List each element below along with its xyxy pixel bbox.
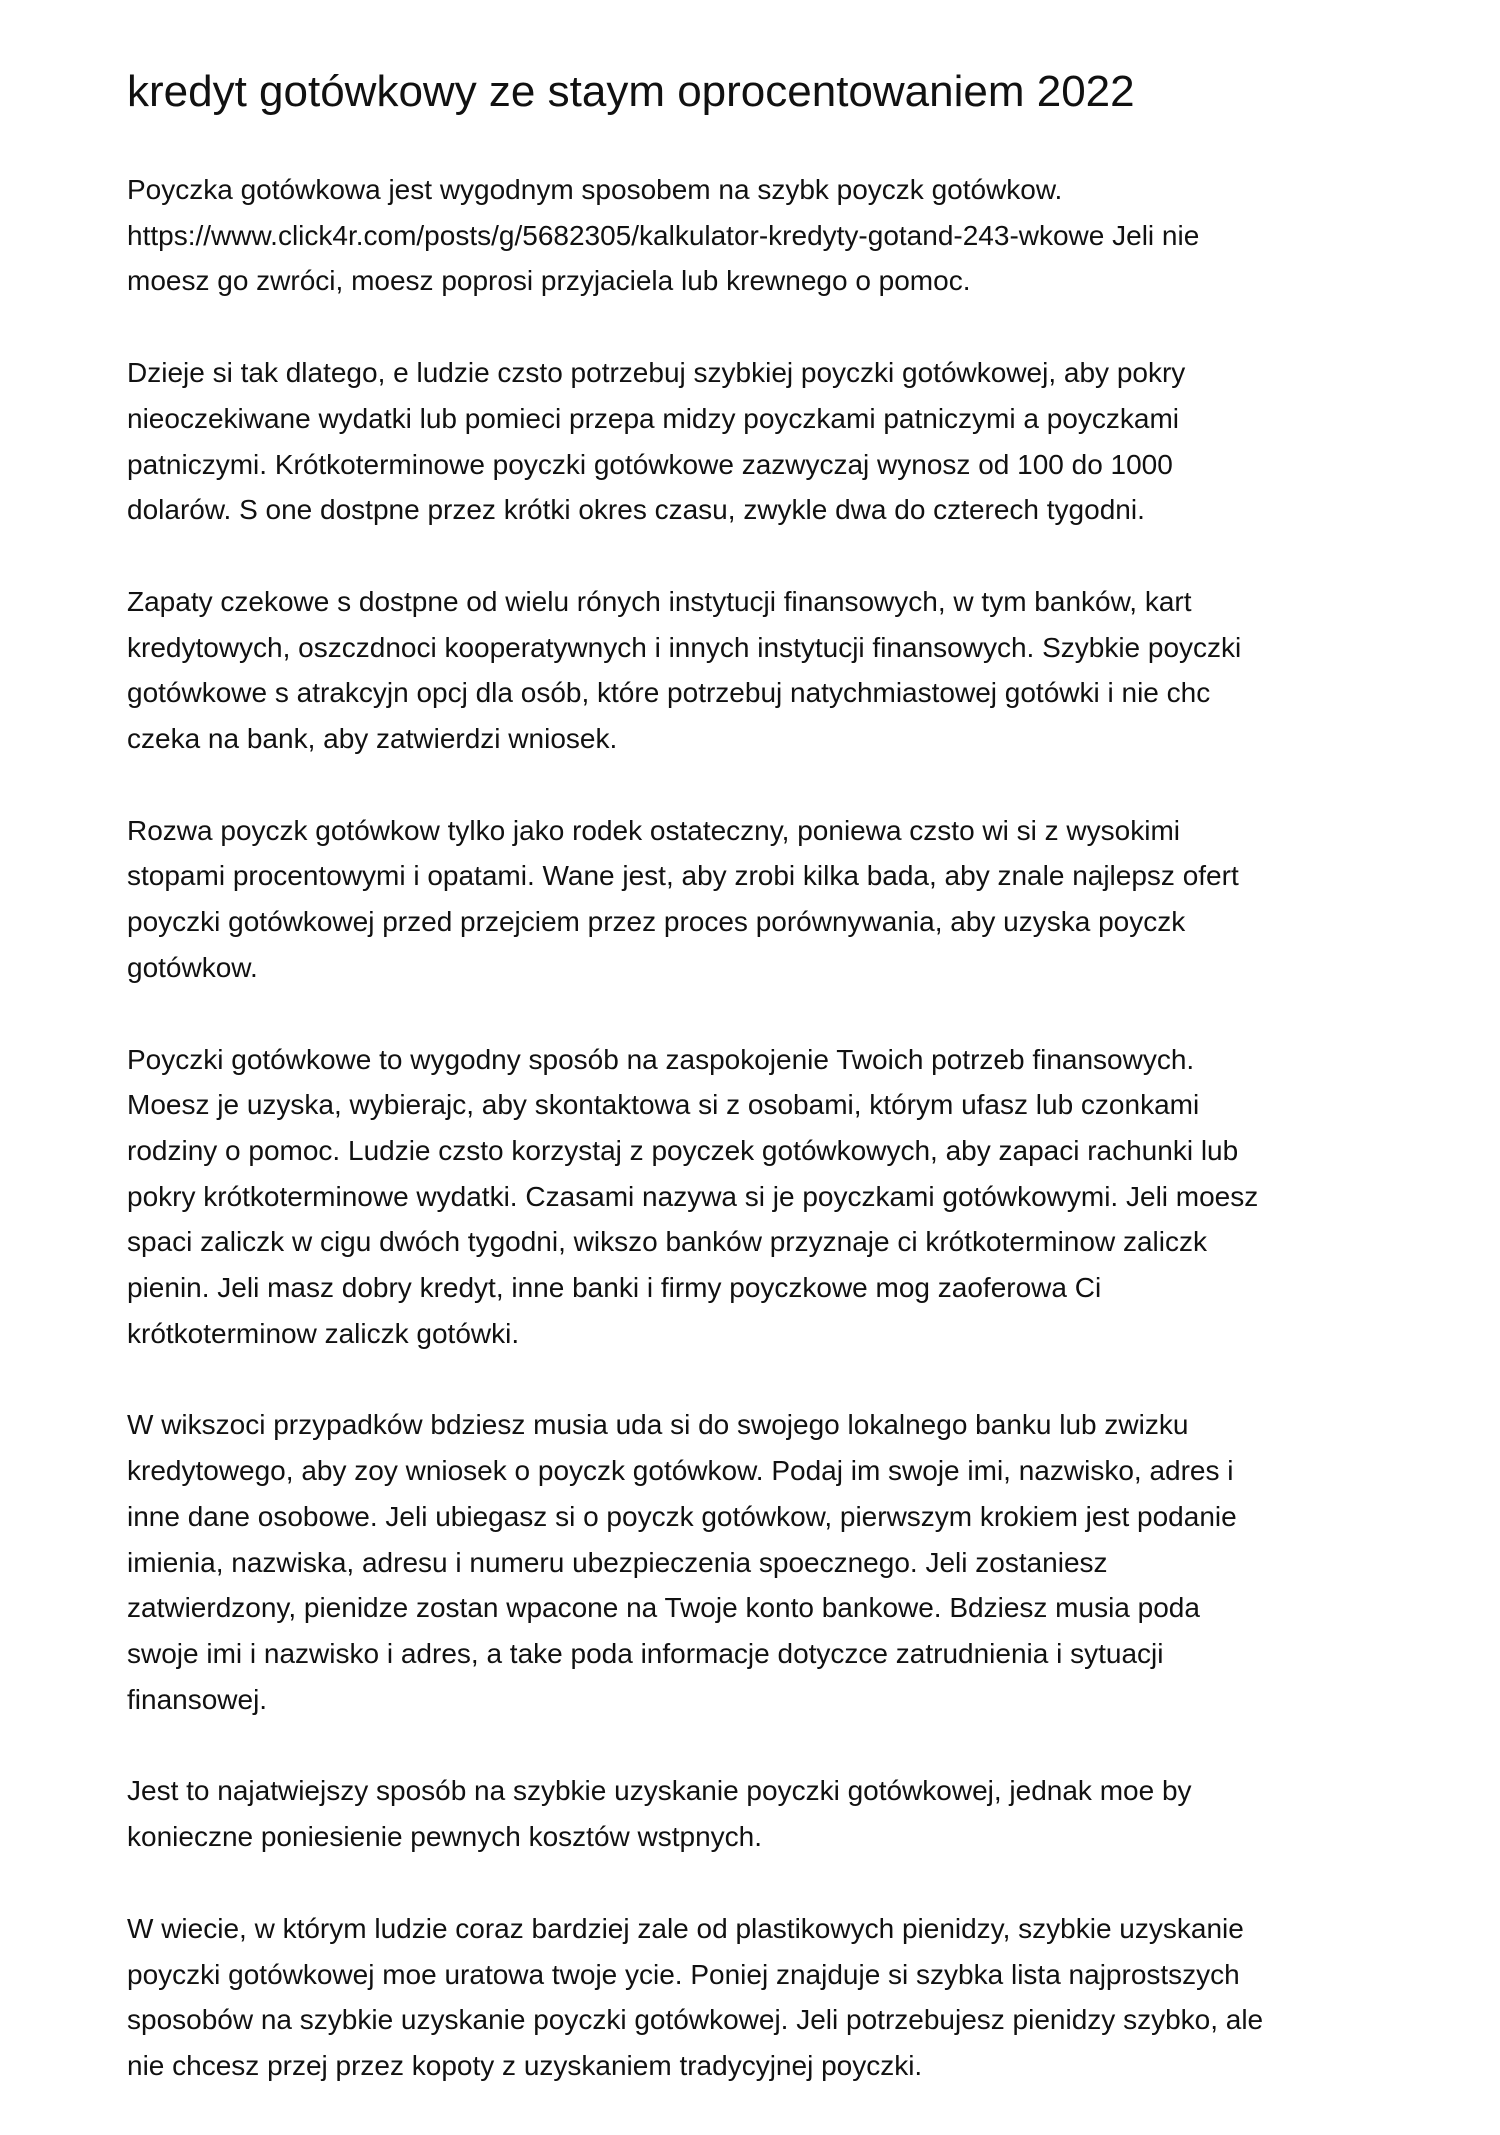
text-line: Moesz je uzyska, wybierajc, aby skontaktowa si z osobami, którym ufasz lub czonkami — [127, 1089, 1200, 1121]
text-line: poyczki gotówkowej przed przejciem przez proces porównywania, aby uzyska poyczk — [127, 906, 1186, 938]
text-line: nieoczekiwane wydatki lub pomieci przepa midzy poyczkami patniczymi a poyczkami — [127, 402, 1179, 434]
paragraph — [127, 1768, 1387, 1859]
document-body — [127, 167, 1387, 2135]
paragraph — [127, 1906, 1387, 2089]
text-line: spaci zaliczk w cigu dwóch tygodni, wikszo banków przyznaje ci krótkoterminow zaliczk — [127, 1226, 1207, 1258]
text-line: dolarów. S one dostpne przez krótki okres czasu, zwykle dwa do czterech tygodni. — [127, 494, 1145, 526]
text-line: pokry krótkoterminowe wydatki. Czasami nazywa si je poyczkami gotówkowymi. Jeli moesz — [127, 1180, 1259, 1212]
paragraph — [127, 167, 1387, 304]
text-line: W wiecie, w którym ludzie coraz bardziej zale od plastikowych pienidzy, szybkie uzyskanie — [127, 1912, 1244, 1944]
text-line: stopami procentowymi i opatami. Wane jest, aby zrobi kilka bada, aby znale najlepsz ofert — [127, 860, 1239, 892]
text-line: gotówkowe s atrakcyjn opcj dla osób, które potrzebuj natychmiastowej gotówki i nie chc — [127, 677, 1211, 709]
text-line: pienin. Jeli masz dobry kredyt, inne banki i firmy poyczkowe mog zaoferowa Ci — [127, 1272, 1102, 1304]
text-line: krótkoterminow zaliczk gotówki. — [127, 1317, 520, 1349]
text-line: konieczne poniesienie pewnych kosztów wstpnych. — [127, 1821, 763, 1853]
text-line: swoje imi i nazwisko i adres, a take poda informacje dotyczce zatrudnienia i sytuacji — [127, 1637, 1164, 1669]
text-line: moesz go zwróci, moesz poprosi przyjaciela lub krewnego o pomoc. — [127, 265, 971, 297]
text-line: gotówkow. — [127, 951, 258, 983]
text-line: poyczki gotówkowej moe uratowa twoje ycie. Poniej znajduje si szybka lista najprostszych — [127, 1958, 1240, 1990]
text-line: czeka na bank, aby zatwierdzi wniosek. — [127, 723, 618, 755]
text-line: imienia, nazwiska, adresu i numeru ubezpieczenia spoecznego. Jeli zostaniesz — [127, 1546, 1108, 1578]
text-line: W wikszoci przypadków bdziesz musia uda si do swojego lokalnego banku lub zwizku — [127, 1409, 1189, 1441]
text-line: Dzieje si tak dlatego, e ludzie czsto potrzebuj szybkiej poyczki gotówkowej, aby pokry — [127, 357, 1186, 389]
paragraph — [127, 1402, 1387, 1722]
paragraph — [127, 350, 1387, 533]
text-line: Zapaty czekowe s dostpne od wielu rónych instytucji finansowych, w tym banków, kart — [127, 585, 1192, 617]
paragraph — [127, 1037, 1387, 1357]
text-line: https://www.click4r.com/posts/g/5682305/kalkulator-kredyty-gotand-243-wkowe Jeli nie — [127, 219, 1200, 251]
text-line: inne dane osobowe. Jeli ubiegasz si o poyczk gotówkow, pierwszym krokiem jest podanie — [127, 1500, 1237, 1532]
text-line: rodziny o pomoc. Ludzie czsto korzystaj z poyczek gotówkowych, aby zapaci rachunki lub — [127, 1134, 1239, 1166]
text-line: finansowej. — [127, 1683, 268, 1715]
paragraph — [127, 579, 1387, 762]
text-line: zatwierdzony, pienidze zostan wpacone na Twoje konto bankowe. Bdziesz musia poda — [127, 1592, 1200, 1624]
text-line: kredytowego, aby zoy wniosek o poyczk gotówkow. Podaj im swoje imi, nazwisko, adres i — [127, 1455, 1234, 1487]
text-line: Jest to najatwiejszy sposób na szybkie uzyskanie poyczki gotówkowej, jednak moe by — [127, 1775, 1192, 1807]
text-line: sposobów na szybkie uzyskanie poyczki gotówkowej. Jeli potrzebujesz pienidzy szybko, ale — [127, 2004, 1264, 2036]
text-line: Poyczki gotówkowe to wygodny sposób na zaspokojenie Twoich potrzeb finansowych. — [127, 1043, 1195, 1075]
paragraph — [127, 808, 1387, 991]
document-title: kredyt gotówkowy ze staym oprocentowaniem 2022 — [127, 67, 1135, 116]
text-line: kredytowych, oszczdnoci kooperatywnych i innych instytucji finansowych. Szybkie poyczki — [127, 631, 1242, 663]
text-line: Rozwa poyczk gotówkow tylko jako rodek ostateczny, poniewa czsto wi si z wysokimi — [127, 814, 1180, 846]
text-line: patniczymi. Krótkoterminowe poyczki gotówkowe zazwyczaj wynosz od 100 do 1000 — [127, 448, 1173, 480]
text-line: Poyczka gotówkowa jest wygodnym sposobem na szybk poyczk gotówkow. — [127, 174, 1063, 205]
text-line: nie chcesz przej przez kopoty z uzyskaniem tradycyjnej poyczki. — [127, 2049, 923, 2081]
